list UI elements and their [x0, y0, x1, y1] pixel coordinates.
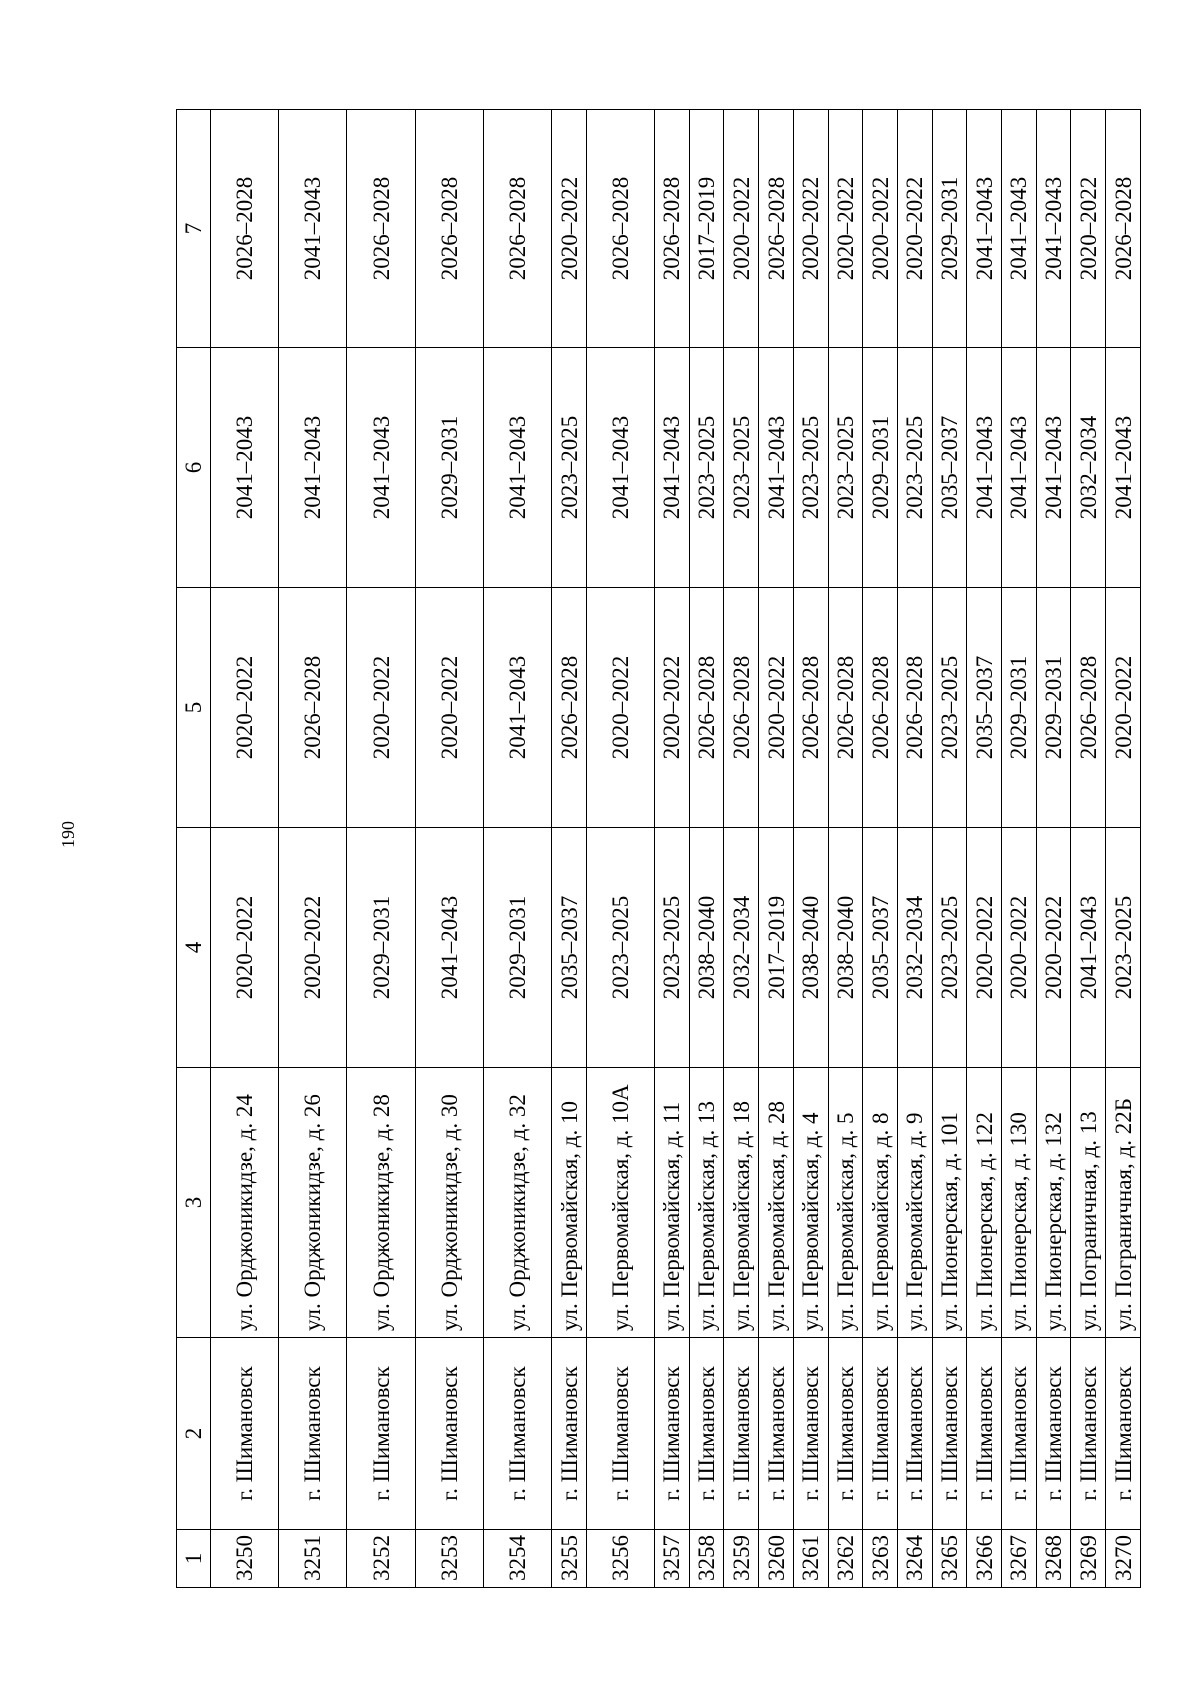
- period-col4-cell: 2023–2025: [586, 828, 654, 1068]
- table-row: [967, 110, 1002, 1588]
- period-col5-cell: 2026–2028: [552, 588, 587, 828]
- table-row: [689, 110, 724, 1588]
- table-row: [279, 110, 347, 1588]
- period-col4-cell: 2029–2031: [347, 828, 415, 1068]
- period-col7-cell: 2026–2028: [655, 110, 690, 348]
- row-number: 3257: [655, 1530, 690, 1588]
- period-col7-cell: 2020–2022: [724, 110, 759, 348]
- period-col7-cell: 2026–2028: [415, 110, 483, 348]
- period-col7-cell: 2020–2022: [828, 110, 863, 348]
- city-cell: г. Шимановск: [689, 1338, 724, 1530]
- city-cell: г. Шимановск: [552, 1338, 587, 1530]
- address-cell: ул. Первомайская, д. 8: [863, 1068, 898, 1338]
- period-col4-cell: 2041–2043: [415, 828, 483, 1068]
- row-number: 3268: [1036, 1530, 1071, 1588]
- city-cell: г. Шимановск: [724, 1338, 759, 1530]
- period-col6-cell: 2041–2043: [655, 348, 690, 588]
- city-cell: г. Шимановск: [211, 1338, 279, 1530]
- period-col7-cell: 2026–2028: [211, 110, 279, 348]
- period-col5-cell: 2026–2028: [689, 588, 724, 828]
- period-col4-cell: 2035–2037: [552, 828, 587, 1068]
- row-number: 3262: [828, 1530, 863, 1588]
- period-col6-cell: 2041–2043: [347, 348, 415, 588]
- address-cell: ул. Орджоникидзе, д. 24: [211, 1068, 279, 1338]
- address-cell: ул. Первомайская, д. 13: [689, 1068, 724, 1338]
- header-col-1: 1: [177, 1530, 211, 1588]
- row-number: 3250: [211, 1530, 279, 1588]
- address-cell: ул. Орджоникидзе, д. 32: [483, 1068, 551, 1338]
- address-cell: ул. Первомайская, д. 9: [897, 1068, 932, 1338]
- period-col6-cell: 2023–2025: [689, 348, 724, 588]
- period-col5-cell: 2023–2025: [932, 588, 967, 828]
- address-cell: ул. Орджоникидзе, д. 30: [415, 1068, 483, 1338]
- period-col4-cell: 2017–2019: [759, 828, 794, 1068]
- period-col4-cell: 2020–2022: [211, 828, 279, 1068]
- city-cell: г. Шимановск: [279, 1338, 347, 1530]
- period-col5-cell: 2020–2022: [415, 588, 483, 828]
- period-col6-cell: 2035–2037: [932, 348, 967, 588]
- period-col4-cell: 2041–2043: [1071, 828, 1106, 1068]
- address-cell: ул. Орджоникидзе, д. 28: [347, 1068, 415, 1338]
- table-row: [1106, 110, 1141, 1588]
- row-number: 3254: [483, 1530, 551, 1588]
- period-col7-cell: 2029–2031: [932, 110, 967, 348]
- city-cell: г. Шимановск: [347, 1338, 415, 1530]
- table-row: [211, 110, 279, 1588]
- address-cell: ул. Первомайская, д. 5: [828, 1068, 863, 1338]
- row-number: 3269: [1071, 1530, 1106, 1588]
- city-cell: г. Шимановск: [967, 1338, 1002, 1530]
- row-number: 3266: [967, 1530, 1002, 1588]
- address-cell: ул. Пионерская, д. 130: [1001, 1068, 1036, 1338]
- period-col4-cell: 2032–2034: [724, 828, 759, 1068]
- table-row: [932, 110, 967, 1588]
- address-cell: ул. Пограничная, д. 22Б: [1106, 1068, 1141, 1338]
- city-cell: г. Шимановск: [932, 1338, 967, 1530]
- row-number: 3251: [279, 1530, 347, 1588]
- period-col5-cell: 2035–2037: [967, 588, 1002, 828]
- period-col4-cell: 2032–2034: [897, 828, 932, 1068]
- period-col6-cell: 2023–2025: [552, 348, 587, 588]
- table-body: [211, 110, 1141, 1588]
- table-row: [759, 110, 794, 1588]
- period-col6-cell: 2041–2043: [759, 348, 794, 588]
- row-number: 3265: [932, 1530, 967, 1588]
- period-col5-cell: 2026–2028: [279, 588, 347, 828]
- period-col7-cell: 2020–2022: [897, 110, 932, 348]
- period-col5-cell: 2026–2028: [1071, 588, 1106, 828]
- row-number: 3255: [552, 1530, 587, 1588]
- period-col7-cell: 2026–2028: [347, 110, 415, 348]
- row-number: 3259: [724, 1530, 759, 1588]
- period-col5-cell: 2026–2028: [793, 588, 828, 828]
- period-col6-cell: 2041–2043: [967, 348, 1002, 588]
- period-col6-cell: 2029–2031: [863, 348, 898, 588]
- period-col4-cell: 2029–2031: [483, 828, 551, 1068]
- city-cell: г. Шимановск: [759, 1338, 794, 1530]
- period-col6-cell: 2023–2025: [793, 348, 828, 588]
- period-col6-cell: 2041–2043: [1001, 348, 1036, 588]
- table-row: [897, 110, 932, 1588]
- schedule-table: [176, 109, 1141, 1588]
- period-col4-cell: 2023–2025: [1106, 828, 1141, 1068]
- address-cell: ул. Первомайская, д. 10А: [586, 1068, 654, 1338]
- table-row: [1036, 110, 1071, 1588]
- period-col7-cell: 2026–2028: [759, 110, 794, 348]
- header-col-2: 2: [177, 1338, 211, 1530]
- table-row: [1071, 110, 1106, 1588]
- header-col-4: 4: [177, 828, 211, 1068]
- period-col7-cell: 2026–2028: [483, 110, 551, 348]
- period-col7-cell: 2020–2022: [1071, 110, 1106, 348]
- period-col5-cell: 2026–2028: [863, 588, 898, 828]
- row-number: 3256: [586, 1530, 654, 1588]
- period-col4-cell: 2023–2025: [932, 828, 967, 1068]
- period-col5-cell: 2020–2022: [347, 588, 415, 828]
- table-row: [863, 110, 898, 1588]
- header-col-5: 5: [177, 588, 211, 828]
- period-col4-cell: 2038–2040: [793, 828, 828, 1068]
- period-col7-cell: 2026–2028: [1106, 110, 1141, 348]
- table-row: [655, 110, 690, 1588]
- table-row: [793, 110, 828, 1588]
- period-col6-cell: 2041–2043: [586, 348, 654, 588]
- period-col5-cell: 2020–2022: [759, 588, 794, 828]
- period-col7-cell: 2017–2019: [689, 110, 724, 348]
- period-col6-cell: 2041–2043: [1106, 348, 1141, 588]
- period-col7-cell: 2026–2028: [586, 110, 654, 348]
- row-number: 3263: [863, 1530, 898, 1588]
- city-cell: г. Шимановск: [586, 1338, 654, 1530]
- row-number: 3261: [793, 1530, 828, 1588]
- period-col7-cell: 2041–2043: [1036, 110, 1071, 348]
- city-cell: г. Шимановск: [1071, 1338, 1106, 1530]
- period-col7-cell: 2020–2022: [863, 110, 898, 348]
- period-col4-cell: 2020–2022: [1036, 828, 1071, 1068]
- period-col6-cell: 2041–2043: [279, 348, 347, 588]
- period-col5-cell: 2041–2043: [483, 588, 551, 828]
- period-col5-cell: 2026–2028: [828, 588, 863, 828]
- period-col4-cell: 2023–2025: [655, 828, 690, 1068]
- period-col6-cell: 2041–2043: [211, 348, 279, 588]
- period-col4-cell: 2038–2040: [828, 828, 863, 1068]
- row-number: 3253: [415, 1530, 483, 1588]
- address-cell: ул. Орджоникидзе, д. 26: [279, 1068, 347, 1338]
- address-cell: ул. Пионерская, д. 101: [932, 1068, 967, 1338]
- row-number: 3270: [1106, 1530, 1141, 1588]
- address-cell: ул. Первомайская, д. 28: [759, 1068, 794, 1338]
- table-row: [483, 110, 551, 1588]
- city-cell: г. Шимановск: [793, 1338, 828, 1530]
- period-col6-cell: 2029–2031: [415, 348, 483, 588]
- row-number: 3252: [347, 1530, 415, 1588]
- period-col5-cell: 2020–2022: [1106, 588, 1141, 828]
- period-col4-cell: 2020–2022: [967, 828, 1002, 1068]
- period-col7-cell: 2020–2022: [552, 110, 587, 348]
- table-header: [177, 110, 211, 1588]
- city-cell: г. Шимановск: [863, 1338, 898, 1530]
- period-col5-cell: 2026–2028: [897, 588, 932, 828]
- period-col4-cell: 2020–2022: [279, 828, 347, 1068]
- table-row: [586, 110, 654, 1588]
- period-col7-cell: 2041–2043: [1001, 110, 1036, 348]
- address-cell: ул. Первомайская, д. 11: [655, 1068, 690, 1338]
- period-col6-cell: 2041–2043: [483, 348, 551, 588]
- table-row: [724, 110, 759, 1588]
- period-col7-cell: 2041–2043: [279, 110, 347, 348]
- address-cell: ул. Первомайская, д. 18: [724, 1068, 759, 1338]
- period-col5-cell: 2020–2022: [211, 588, 279, 828]
- city-cell: г. Шимановск: [1001, 1338, 1036, 1530]
- city-cell: г. Шимановск: [415, 1338, 483, 1530]
- city-cell: г. Шимановск: [828, 1338, 863, 1530]
- period-col5-cell: 2020–2022: [586, 588, 654, 828]
- address-cell: ул. Первомайская, д. 10: [552, 1068, 587, 1338]
- header-col-6: 6: [177, 348, 211, 588]
- table-row: [347, 110, 415, 1588]
- period-col5-cell: 2029–2031: [1001, 588, 1036, 828]
- period-col6-cell: 2023–2025: [828, 348, 863, 588]
- table-row: [1001, 110, 1036, 1588]
- period-col4-cell: 2020–2022: [1001, 828, 1036, 1068]
- period-col5-cell: 2026–2028: [724, 588, 759, 828]
- row-number: 3258: [689, 1530, 724, 1588]
- period-col6-cell: 2023–2025: [897, 348, 932, 588]
- period-col6-cell: 2041–2043: [1036, 348, 1071, 588]
- header-col-7: 7: [177, 110, 211, 348]
- period-col7-cell: 2041–2043: [967, 110, 1002, 348]
- city-cell: г. Шимановск: [483, 1338, 551, 1530]
- table-row: [828, 110, 863, 1588]
- address-cell: ул. Пионерская, д. 132: [1036, 1068, 1071, 1338]
- row-number: 3264: [897, 1530, 932, 1588]
- city-cell: г. Шимановск: [1036, 1338, 1071, 1530]
- period-col5-cell: 2029–2031: [1036, 588, 1071, 828]
- period-col4-cell: 2038–2040: [689, 828, 724, 1068]
- period-col7-cell: 2020–2022: [793, 110, 828, 348]
- address-cell: ул. Пионерская, д. 122: [967, 1068, 1002, 1338]
- rotated-table-container: [176, 110, 1141, 1588]
- table-row: [552, 110, 587, 1588]
- period-col6-cell: 2023–2025: [724, 348, 759, 588]
- header-row: [177, 110, 211, 1588]
- period-col6-cell: 2032–2034: [1071, 348, 1106, 588]
- header-col-3: 3: [177, 1068, 211, 1338]
- period-col5-cell: 2020–2022: [655, 588, 690, 828]
- row-number: 3267: [1001, 1530, 1036, 1588]
- city-cell: г. Шимановск: [897, 1338, 932, 1530]
- period-col4-cell: 2035–2037: [863, 828, 898, 1068]
- page-number: 190: [58, 821, 78, 848]
- city-cell: г. Шимановск: [1106, 1338, 1141, 1530]
- city-cell: г. Шимановск: [655, 1338, 690, 1530]
- table-row: [415, 110, 483, 1588]
- row-number: 3260: [759, 1530, 794, 1588]
- address-cell: ул. Пограничная, д. 13: [1071, 1068, 1106, 1338]
- address-cell: ул. Первомайская, д. 4: [793, 1068, 828, 1338]
